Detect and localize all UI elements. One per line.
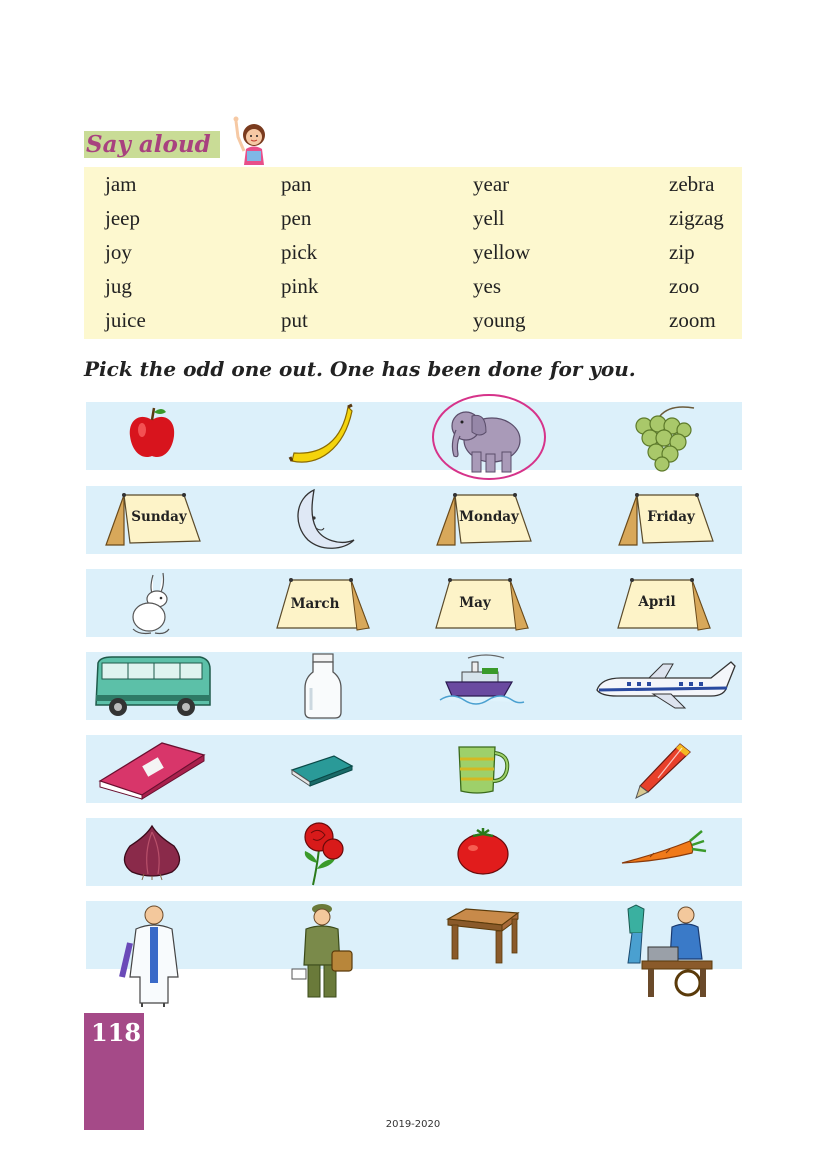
page-number: 118 bbox=[91, 1018, 142, 1047]
postman-icon[interactable] bbox=[290, 901, 356, 1001]
rabbit-icon[interactable] bbox=[125, 571, 179, 637]
doctor-icon[interactable] bbox=[120, 903, 186, 1007]
word: yes bbox=[473, 274, 501, 298]
word-column-p bbox=[281, 167, 318, 337]
word: pick bbox=[281, 240, 318, 264]
bus-icon[interactable] bbox=[92, 655, 214, 719]
banana-icon[interactable] bbox=[288, 405, 358, 469]
moon-icon[interactable] bbox=[292, 488, 358, 552]
word: yell bbox=[473, 206, 505, 230]
word-column-z bbox=[669, 167, 724, 337]
table-icon[interactable] bbox=[444, 905, 522, 965]
word: zigzag bbox=[669, 206, 724, 230]
word: young bbox=[473, 308, 526, 332]
carrot-icon[interactable] bbox=[620, 829, 706, 869]
word: jam bbox=[105, 172, 137, 196]
instruction-text: Pick the odd one out. One has been done for you. bbox=[84, 357, 636, 381]
word: jeep bbox=[105, 206, 140, 230]
word: zip bbox=[669, 240, 695, 264]
word: pink bbox=[281, 274, 319, 298]
word: zoom bbox=[669, 308, 716, 332]
elephant-icon[interactable] bbox=[446, 398, 526, 476]
tailor-icon[interactable] bbox=[618, 903, 714, 1001]
word-column-j bbox=[105, 167, 146, 337]
day-label-friday: Friday bbox=[647, 509, 695, 525]
mug-icon[interactable] bbox=[455, 743, 511, 795]
aeroplane-icon[interactable] bbox=[593, 656, 737, 712]
girl-waving-icon bbox=[232, 113, 276, 167]
word: year bbox=[473, 172, 510, 196]
tomato-icon[interactable] bbox=[455, 826, 511, 876]
word: joy bbox=[105, 240, 132, 264]
month-label-april: April bbox=[638, 594, 676, 610]
grapes-icon[interactable] bbox=[630, 402, 700, 472]
word-column-y bbox=[473, 167, 530, 337]
word: put bbox=[281, 308, 308, 332]
word: zebra bbox=[669, 172, 715, 196]
onion-icon[interactable] bbox=[118, 822, 186, 880]
rose-icon[interactable] bbox=[295, 819, 349, 887]
day-label-monday: Monday bbox=[459, 509, 519, 525]
word: juice bbox=[105, 308, 146, 332]
word: pan bbox=[281, 172, 312, 196]
word: yellow bbox=[473, 240, 531, 264]
ship-icon[interactable] bbox=[438, 652, 526, 714]
word: zoo bbox=[669, 274, 700, 298]
eraser-icon[interactable] bbox=[288, 752, 356, 788]
say-aloud-word-box bbox=[84, 167, 742, 339]
month-label-may: May bbox=[459, 595, 491, 611]
word: pen bbox=[281, 206, 312, 230]
book-icon[interactable] bbox=[96, 737, 208, 801]
word: jug bbox=[105, 274, 132, 298]
apple-icon[interactable] bbox=[126, 406, 178, 462]
month-label-march: March bbox=[290, 596, 340, 612]
bottle-icon[interactable] bbox=[301, 652, 345, 720]
footer-year: 2019-2020 bbox=[385, 1119, 441, 1130]
pen-icon[interactable] bbox=[632, 740, 694, 800]
say-aloud-heading: Say aloud bbox=[84, 131, 220, 158]
day-label-sunday: Sunday bbox=[131, 509, 187, 525]
